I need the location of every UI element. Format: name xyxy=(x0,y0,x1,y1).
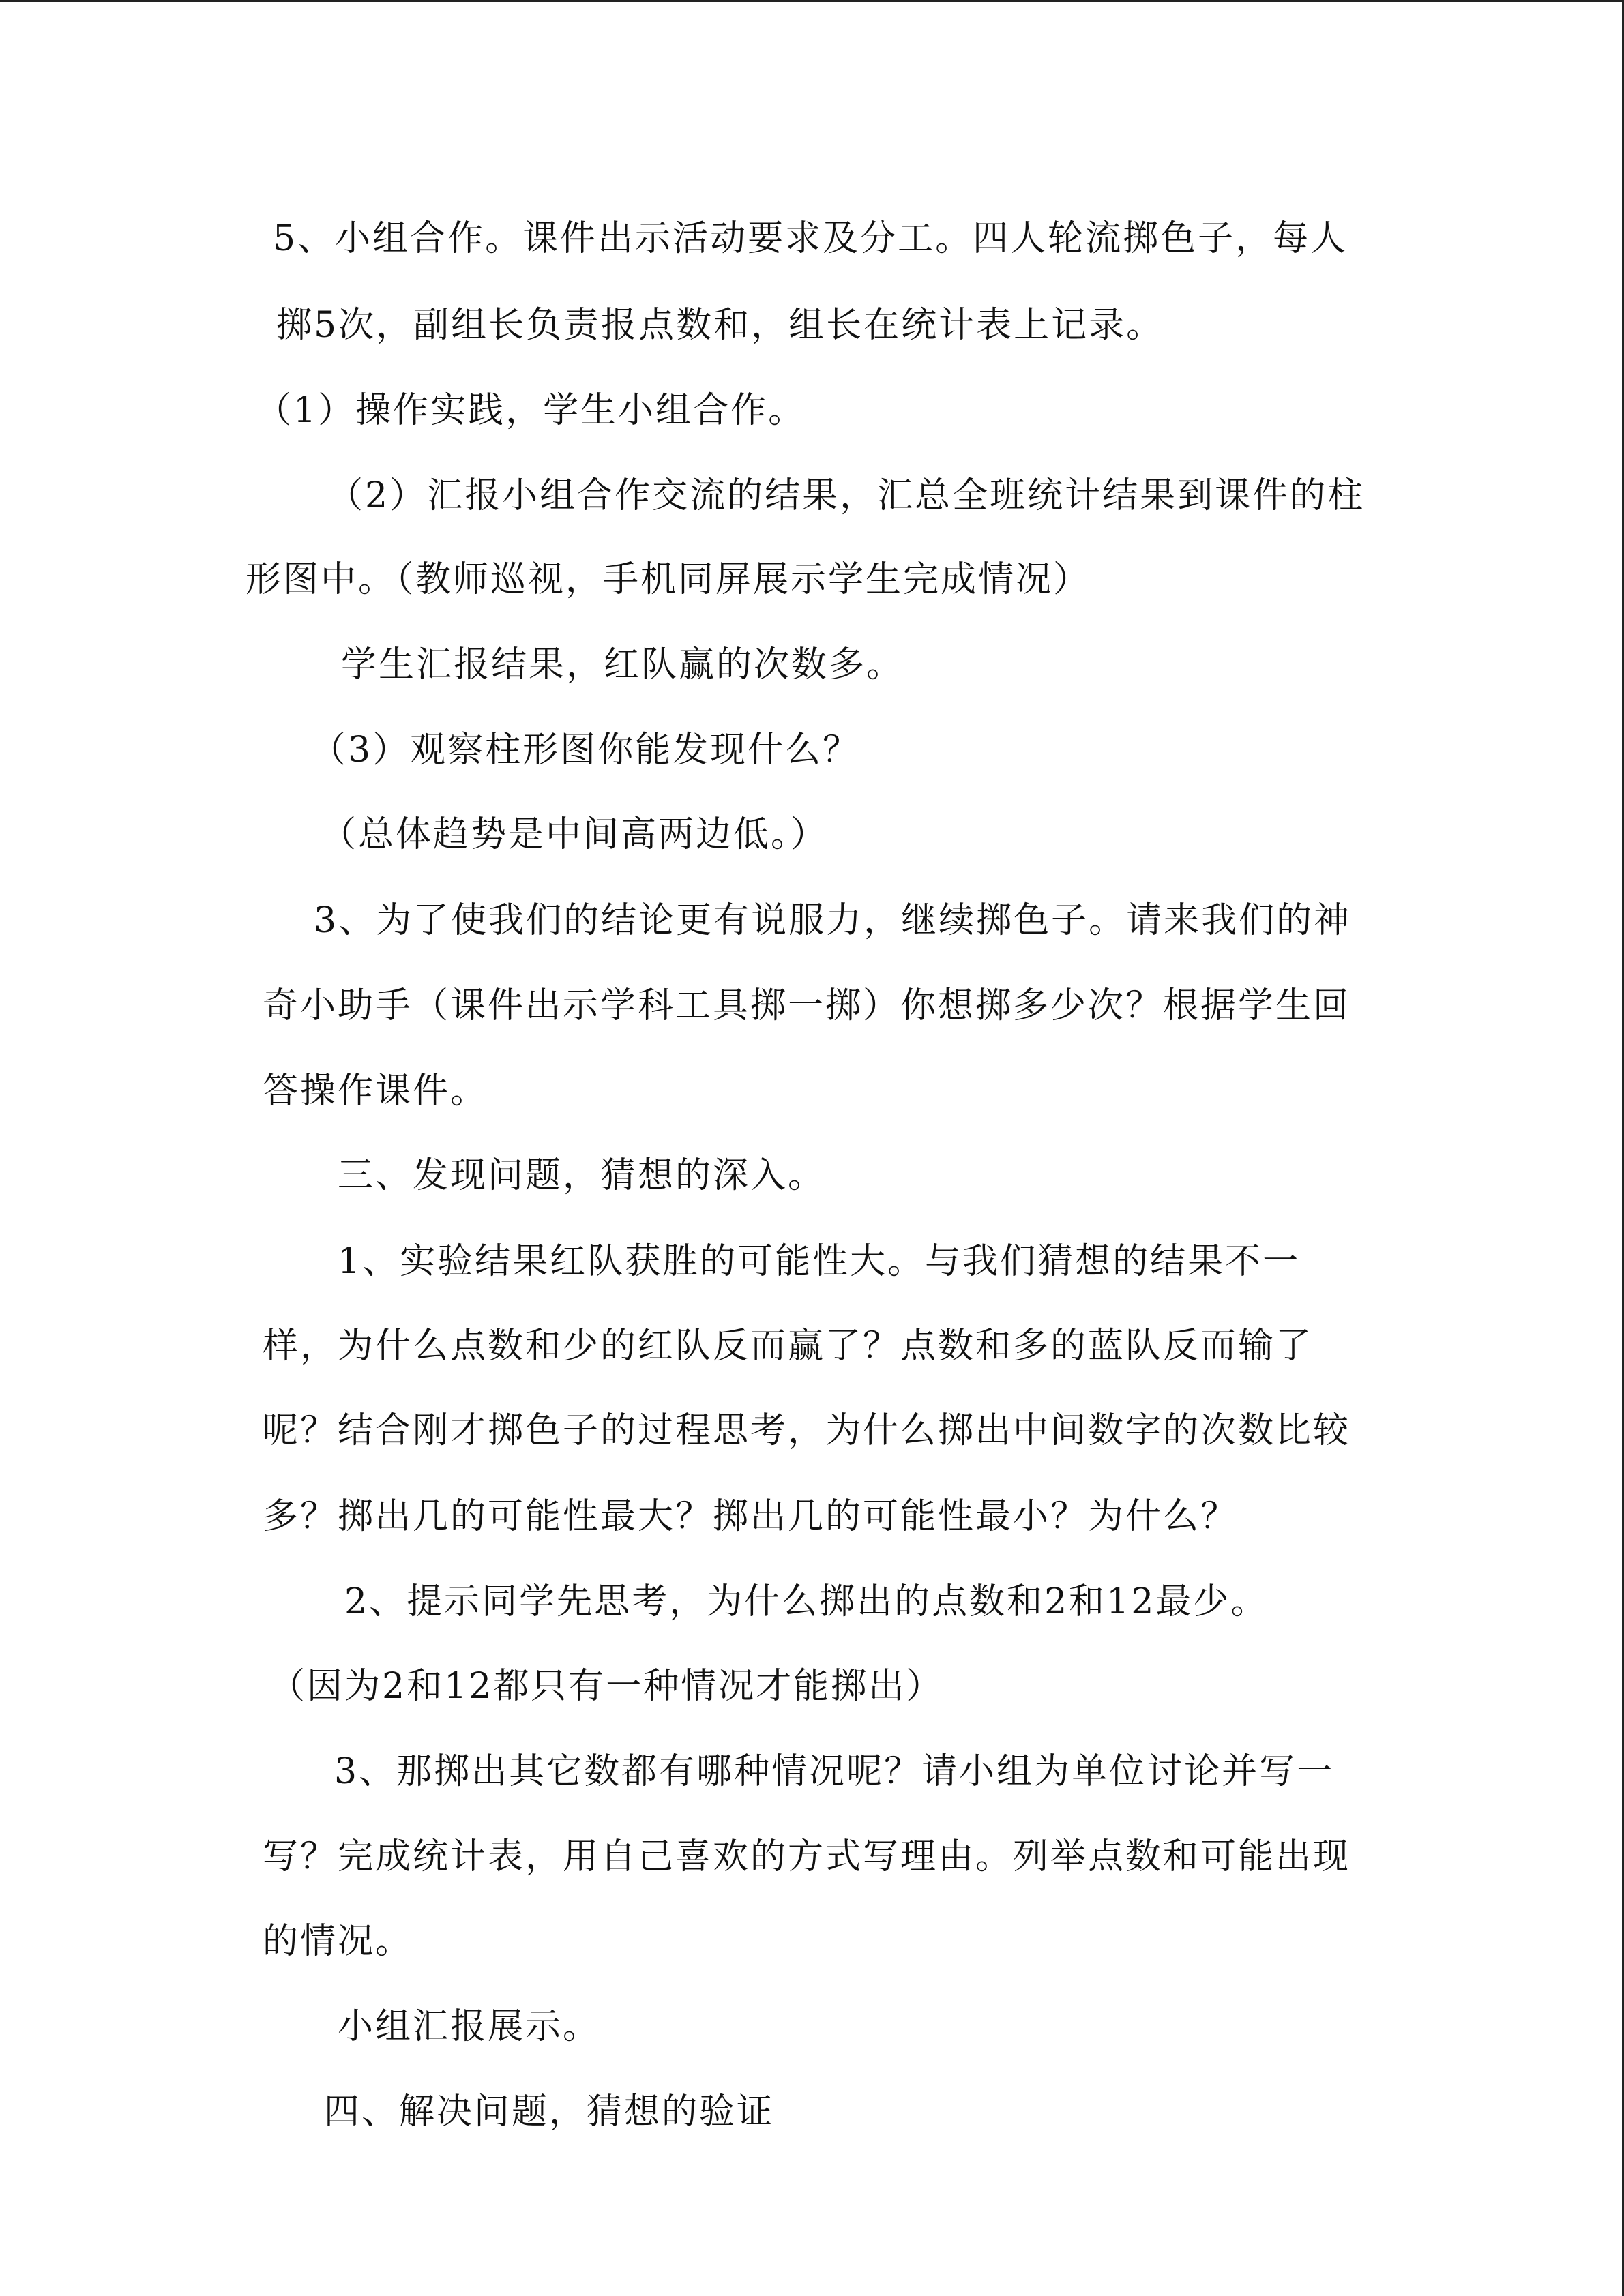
text-line: （总体趋势是中间高两边低。） xyxy=(321,814,829,855)
text-line: 样，为什么点数和少的红队反而赢了？点数和多的蓝队反而输了 xyxy=(263,1326,1314,1367)
text-line: 四、解决问题，猜想的验证 xyxy=(324,2091,775,2132)
text-line: 答操作课件。 xyxy=(263,1071,488,1112)
text-line: 3、那掷出其它数都有哪种情况呢？请小组为单位讨论并写一 xyxy=(334,1751,1335,1792)
text-line: 2、提示同学先思考，为什么掷出的点数和2和12最少。 xyxy=(344,1581,1269,1622)
text-line: 学生汇报结果，红队赢的次数多。 xyxy=(341,644,904,685)
text-line: （1）操作实践，学生小组合作。 xyxy=(256,390,806,431)
text-line: 呢？结合刚才掷色子的过程思考，为什么掷出中间数字的次数比较 xyxy=(263,1410,1351,1451)
text-line: 掷5次，副组长负责报点数和，组长在统计表上记录。 xyxy=(276,305,1164,346)
text-line: （因为2和12都只有一种情况才能掷出） xyxy=(269,1666,944,1707)
text-line: 1、实验结果红队获胜的可能性大。与我们猜想的结果不一 xyxy=(338,1241,1301,1282)
text-line: 多？掷出几的可能性最大？掷出几的可能性最小？为什么？ xyxy=(263,1496,1239,1537)
text-line: 三、发现问题，猜想的深入。 xyxy=(338,1155,826,1196)
text-line: 形图中。（教师巡视，手机同屏展示学生完成情况） xyxy=(246,559,1091,600)
text-line: （2）汇报小组合作交流的结果，汇总全班统计结果到课件的柱 xyxy=(327,475,1365,516)
text-line: （3）观察柱形图你能发现什么？ xyxy=(310,730,861,771)
text-line: 5、小组合作。课件出示活动要求及分工。四人轮流掷色子，每人 xyxy=(273,218,1348,259)
text-line: 小组汇报展示。 xyxy=(338,2006,601,2047)
text-line: 写？完成统计表，用自己喜欢的方式写理由。列举点数和可能出现 xyxy=(263,1836,1351,1877)
text-line: 3、为了使我们的结论更有说服力，继续掷色子。请来我们的神 xyxy=(314,900,1352,941)
text-line: 奇小助手（课件出示学科工具掷一掷）你想掷多少次？根据学生回 xyxy=(263,985,1351,1026)
text-line: 的情况。 xyxy=(263,1921,413,1962)
